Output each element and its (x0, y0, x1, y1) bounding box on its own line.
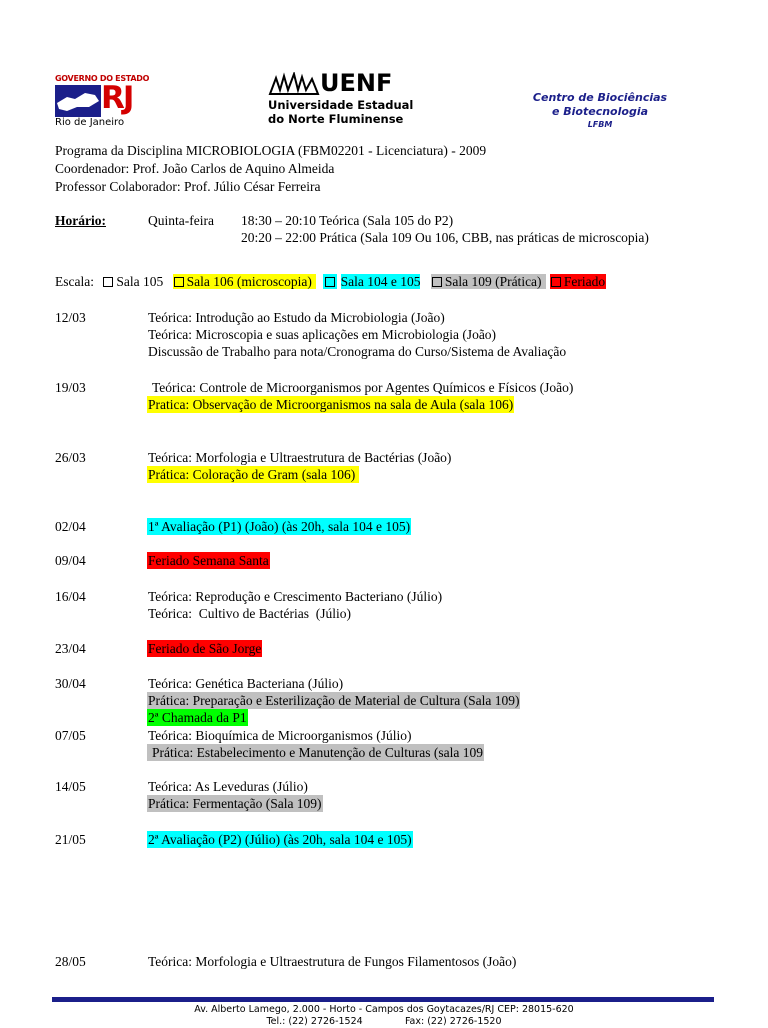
footer-address: Av. Alberto Lamego, 2.000 - Horto - Campos dos Goytacazes/RJ CEP: 28015-620 (194, 1004, 574, 1015)
entry-1203-1: Teórica: Introdução ao Estudo da Microbiologia (João) (148, 310, 445, 325)
date-1405: 14/05 (55, 779, 86, 794)
footer-rule (52, 997, 714, 1002)
entry-1903-2: Pratica: Observação de Microorganismos na sala de Aula (sala 106) (148, 397, 514, 412)
header-line-2: Coordenador: Prof. João Carlos de Aquino Almeida (55, 161, 335, 176)
date-0705: 07/05 (55, 728, 86, 743)
rj-map-icon (55, 85, 101, 117)
date-2603: 26/03 (55, 450, 86, 465)
legend-item-sala-106: Sala 106 (microscopia) (173, 274, 317, 289)
header-line-1: Programa da Disciplina MICROBIOLOGIA (FBM02201 - Licenciatura) - 2009 (55, 143, 487, 158)
horario-day: Quinta-feira (148, 213, 214, 228)
center-logo-line2: e Biotecnologia (551, 105, 649, 118)
entry-2603-2: Prática: Coloração de Gram (sala 106) (147, 466, 359, 483)
uenf-emblem-icon (268, 72, 320, 96)
uenf-logo-line1: Universidade Estadual (268, 98, 414, 112)
center-logo-line3: LFBM (587, 120, 613, 129)
entry-1203-2: Teórica: Microscopia e suas aplicações em Microbiologia (João) (148, 327, 497, 342)
legend-item-sala-104-105: Sala 104 e 105 (322, 274, 425, 289)
legend-box-icon (103, 277, 113, 287)
footer-phone: Tel.: (22) 2726-1524 Fax: (22) 2726-1520 (266, 1016, 502, 1027)
date-1903: 19/03 (55, 380, 86, 395)
entry-1604-2: Teórica: Cultivo de Bactérias (Júlio) (148, 606, 351, 621)
uenf-logo-line2: do Norte Fluminense (268, 112, 404, 126)
rj-logo-bottom-text: Rio de Janeiro (55, 117, 125, 128)
date-2105: 21/05 (55, 832, 86, 847)
legend-item-sala-105: Sala 105 (103, 274, 166, 289)
entry-3004-3: 2ª Chamada da P1 (148, 710, 247, 725)
date-0904: 09/04 (55, 553, 86, 568)
entry-1405-1: Teórica: As Leveduras (Júlio) (148, 779, 308, 794)
entry-0904-1: Feriado Semana Santa (148, 553, 269, 568)
entry-2304-1: Feriado de São Jorge (148, 641, 262, 656)
legend-box-icon (551, 277, 561, 287)
header-line-3: Professor Colaborador: Prof. Júlio César Ferreira (55, 179, 321, 194)
entry-1903-1: Teórica: Controle de Microorganismos por Agentes Químicos e Físicos (João) (152, 380, 574, 395)
escala-legend (55, 273, 606, 290)
date-3004: 30/04 (55, 676, 86, 691)
uenf-logo-letters: UENF (320, 69, 393, 97)
escala-label: Escala: (55, 274, 94, 289)
center-logo (520, 91, 680, 130)
legend-item-feriado: Feriado (550, 274, 606, 289)
date-2304: 23/04 (55, 641, 86, 656)
entry-2105-1: 2ª Avaliação (P2) (Júlio) (às 20h, sala 104 e 105) (148, 832, 412, 847)
legend-box-icon (325, 277, 335, 287)
entry-2603-1: Teórica: Morfologia e Ultraestrutura de Bactérias (João) (148, 450, 452, 465)
entry-0705-1: Teórica: Bioquímica de Microorganismos (Júlio) (148, 728, 412, 743)
rj-logo-letters: RJ (101, 80, 133, 116)
horario-line-2: 20:20 – 22:00 Prática (Sala 109 Ou 106, CBB, nas práticas de microscopia) (241, 230, 649, 245)
entry-3004-1: Teórica: Genética Bacteriana (Júlio) (148, 676, 344, 691)
date-1604: 16/04 (55, 589, 86, 604)
center-logo-line1: Centro de Biociências (532, 91, 668, 104)
legend-item-sala-109: Sala 109 (Prática) (431, 274, 546, 289)
entry-0705-2: Prática: Estabelecimento e Manutenção de Culturas (sala 109 (147, 744, 484, 761)
rj-logo-top-text: GOVERNO DO ESTADO (55, 74, 150, 83)
uenf-logo (268, 69, 418, 128)
entry-0204-1: 1ª Avaliação (P1) (João) (às 20h, sala 104 e 105) (148, 519, 411, 534)
date-0204: 02/04 (55, 519, 86, 534)
entry-2805-1: Teórica: Morfologia e Ultraestrutura de Fungos Filamentosos (João) (148, 954, 517, 969)
entry-1203-3: Discussão de Trabalho para nota/Cronograma do Curso/Sistema de Avaliação (148, 344, 567, 359)
entry-3004-2: Prática: Preparação e Esterilização de Material de Cultura (Sala 109) (148, 693, 520, 708)
rj-logo (55, 74, 150, 130)
legend-box-icon (432, 277, 442, 287)
legend-box-icon (174, 277, 184, 287)
entry-1405-2: Prática: Fermentação (Sala 109) (148, 796, 322, 811)
date-2805: 28/05 (55, 954, 86, 969)
horario-label: Horário: (55, 213, 106, 228)
horario-line-1: 18:30 – 20:10 Teórica (Sala 105 do P2) (241, 213, 454, 228)
date-1203: 12/03 (55, 310, 86, 325)
entry-1604-1: Teórica: Reprodução e Crescimento Bacteriano (Júlio) (148, 589, 443, 604)
